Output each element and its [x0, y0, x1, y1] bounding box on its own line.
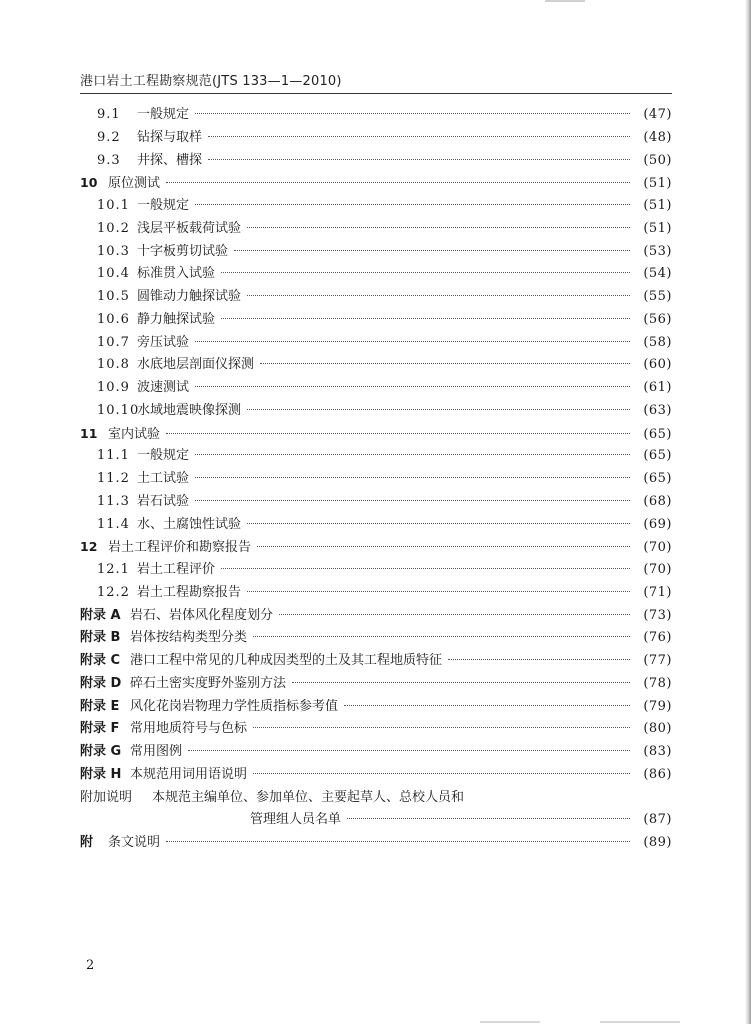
dot-leader — [166, 182, 630, 183]
toc-entry-number: 10.10 — [97, 402, 140, 418]
toc-entry-page: (55) — [643, 289, 672, 304]
dot-leader — [195, 454, 630, 455]
dot-leader — [247, 523, 630, 524]
toc-entry-number: 附录 H — [80, 766, 122, 782]
toc-entry-page: (87) — [643, 812, 672, 828]
toc-entry-number: 10.8 — [97, 357, 130, 373]
toc-entry[interactable] — [80, 195, 672, 218]
toc-entry-title: 碎石土密实度野外鉴别方法 — [130, 675, 287, 691]
dot-leader — [260, 363, 630, 364]
toc-entry[interactable] — [80, 218, 672, 241]
dot-leader — [279, 614, 630, 615]
toc-entry-number: 10.3 — [97, 243, 130, 259]
toc-entry-title: 岩石试验 — [137, 493, 190, 509]
toc-entry[interactable] — [80, 536, 672, 559]
toc-entry-page: (76) — [643, 630, 672, 646]
toc-entry[interactable] — [80, 559, 672, 582]
toc-entry-title: 风化花岗岩物理力学性质指标参考值 — [130, 698, 339, 714]
toc-entry-title: 一般规定 — [137, 107, 190, 122]
dot-leader — [166, 433, 630, 434]
dot-leader — [195, 500, 630, 501]
toc-entry-title: 港口工程中常见的几种成因类型的土及其工程地质特征 — [130, 653, 443, 668]
toc-entry-title: 钻探与取样 — [137, 129, 203, 145]
toc-entry-page: (78) — [643, 675, 672, 691]
toc-entry-number: 11.4 — [97, 516, 130, 532]
toc-entry-page: (77) — [643, 653, 672, 668]
toc-entry[interactable] — [80, 514, 672, 537]
toc-entry-number: 12.1 — [97, 562, 130, 577]
toc-entry[interactable] — [80, 332, 672, 355]
toc-entry-number: 10.4 — [97, 266, 130, 282]
toc-entry-page: (48) — [643, 129, 672, 145]
header-rule — [80, 93, 672, 94]
toc-entry[interactable] — [80, 832, 672, 855]
toc-entry-number: 附录 C — [80, 653, 121, 668]
dot-leader — [166, 841, 630, 842]
toc-entry-number: 12.2 — [97, 584, 130, 600]
toc-entry-page: (54) — [643, 266, 672, 282]
toc-entry[interactable] — [80, 468, 672, 491]
toc-entry[interactable] — [80, 764, 672, 787]
toc-entry-page: (68) — [643, 493, 672, 509]
toc-entry[interactable] — [80, 104, 672, 127]
dot-leader — [247, 295, 630, 296]
toc-entry-number: 9.2 — [97, 129, 121, 145]
toc-entry[interactable] — [80, 309, 672, 332]
toc-entry-page: (73) — [643, 607, 672, 623]
dot-leader — [253, 773, 630, 774]
toc-entry-title: 十字板剪切试验 — [137, 243, 229, 259]
dot-leader — [344, 705, 630, 706]
toc-entry-title: 井探、槽探 — [137, 152, 203, 168]
dot-leader — [257, 546, 630, 547]
dot-leader — [347, 818, 630, 819]
page-number: 2 — [86, 958, 95, 973]
toc-entry-title: 常用地质符号与色标 — [130, 721, 248, 737]
toc-entry[interactable] — [80, 241, 672, 264]
toc-entry-number: 11.1 — [97, 448, 130, 464]
toc-entry-number: 10.7 — [97, 334, 130, 350]
toc-entry[interactable] — [80, 400, 672, 423]
toc-entry-page: (65) — [643, 471, 672, 486]
dot-leader — [247, 591, 630, 592]
toc-entry-title: 岩土工程评价和勘察报告 — [108, 540, 252, 556]
toc-entry-number: 10.1 — [97, 198, 130, 213]
toc-entry[interactable] — [80, 650, 672, 673]
dot-leader — [195, 204, 630, 205]
toc-entry-number: 10 — [80, 175, 98, 191]
toc-entry-number: 附加说明 — [80, 789, 133, 805]
toc-entry-number: 附录 A — [80, 607, 121, 623]
page-edge-shadow — [745, 0, 751, 1024]
dot-leader — [195, 477, 630, 478]
toc-entry-title: 水域地震映像探测 — [137, 402, 242, 418]
toc-entry-page: (71) — [643, 584, 672, 600]
toc-entry-number: 附录 G — [80, 744, 122, 759]
dot-leader — [448, 659, 630, 660]
toc-entry[interactable] — [80, 263, 672, 286]
toc-entry[interactable] — [80, 423, 672, 446]
toc-entry-page: (86) — [643, 766, 672, 782]
scan-artifact — [600, 1021, 680, 1023]
toc-entry-title: 一般规定 — [137, 448, 190, 464]
toc-entry[interactable] — [80, 127, 672, 150]
toc-entry-number: 附录 D — [80, 675, 122, 691]
toc-entry[interactable] — [80, 673, 672, 696]
toc-entry[interactable] — [80, 718, 672, 741]
toc-entry[interactable] — [80, 150, 672, 173]
toc-entry-title: 室内试验 — [108, 426, 161, 442]
toc-entry-page: (51) — [643, 220, 672, 236]
toc-entry-page: (70) — [643, 562, 672, 577]
toc-entry-title: 管理组人员名单 — [250, 812, 342, 828]
toc-entry-number: 9.3 — [97, 152, 121, 168]
table-of-contents — [80, 104, 672, 855]
dot-leader — [221, 318, 630, 319]
toc-entry[interactable] — [80, 286, 672, 309]
toc-entry[interactable] — [80, 172, 672, 195]
toc-entry-title: 水、土腐蚀性试验 — [137, 516, 242, 532]
dot-leader — [208, 136, 630, 137]
toc-entry-title: 圆锥动力触探试验 — [137, 289, 242, 304]
toc-entry-page: (50) — [643, 152, 672, 168]
toc-entry-title: 常用图例 — [130, 744, 183, 759]
toc-entry-page: (58) — [643, 334, 672, 350]
toc-entry[interactable] — [80, 787, 672, 810]
toc-entry-number: 附录 F — [80, 721, 120, 737]
toc-entry-number: 11.3 — [97, 493, 130, 509]
toc-entry-title: 岩土工程勘察报告 — [137, 584, 242, 600]
toc-entry-page: (89) — [643, 835, 672, 850]
toc-entry[interactable] — [80, 582, 672, 605]
running-header: 港口岩土工程勘察规范(JTS 133—1—2010) — [80, 74, 342, 89]
toc-entry-title: 浅层平板载荷试验 — [137, 220, 242, 236]
toc-entry[interactable] — [80, 741, 672, 764]
toc-entry-title: 岩土工程评价 — [137, 562, 216, 577]
toc-entry[interactable] — [80, 377, 672, 400]
dot-leader — [221, 568, 630, 569]
dot-leader — [253, 636, 630, 637]
toc-entry-page: (70) — [643, 540, 672, 556]
toc-entry-page: (51) — [643, 198, 672, 213]
dot-leader — [253, 727, 630, 728]
toc-entry-title: 原位测试 — [108, 176, 161, 192]
toc-entry-page: (61) — [643, 380, 672, 395]
toc-entry[interactable] — [80, 445, 672, 468]
toc-entry[interactable] — [80, 696, 672, 719]
toc-entry-title: 旁压试验 — [137, 334, 190, 350]
toc-entry[interactable] — [80, 491, 672, 514]
toc-entry-page: (63) — [643, 402, 672, 418]
toc-entry-page: (83) — [643, 744, 672, 759]
toc-entry-page: (56) — [643, 311, 672, 327]
scan-artifact — [545, 0, 585, 2]
dot-leader — [195, 341, 630, 342]
scan-artifact — [480, 1021, 540, 1023]
toc-entry-page: (60) — [643, 357, 672, 373]
toc-entry-number: 12 — [80, 539, 98, 555]
toc-entry-title: 静力触探试验 — [137, 311, 216, 327]
dot-leader — [195, 386, 630, 387]
toc-entry-number: 附 — [80, 835, 94, 850]
toc-entry-page: (79) — [643, 698, 672, 714]
dot-leader — [188, 750, 630, 751]
dot-leader — [292, 682, 630, 683]
toc-entry-page: (47) — [643, 107, 672, 122]
dot-leader — [247, 227, 630, 228]
toc-entry-number: 11.2 — [97, 471, 130, 486]
toc-entry-number: 9.1 — [97, 107, 121, 122]
toc-entry[interactable] — [80, 354, 672, 377]
toc-entry-title: 岩石、岩体风化程度划分 — [130, 607, 274, 623]
toc-entry-page: (65) — [643, 448, 672, 464]
toc-entry-number: 10.5 — [97, 289, 130, 304]
toc-entry-page: (69) — [643, 516, 672, 532]
toc-entry-title: 标准贯入试验 — [137, 266, 216, 282]
dot-leader — [195, 113, 630, 114]
dot-leader — [221, 272, 630, 273]
toc-entry[interactable] — [80, 809, 672, 832]
toc-entry-title: 本规范用词用语说明 — [130, 766, 248, 782]
toc-entry-title: 水底地层剖面仪探测 — [137, 357, 255, 373]
toc-entry-page: (80) — [643, 721, 672, 737]
dot-leader — [234, 250, 630, 251]
toc-entry-title: 波速测试 — [137, 380, 190, 395]
toc-entry-title: 一般规定 — [137, 198, 190, 213]
toc-entry-title: 本规范主编单位、参加单位、主要起草人、总校人员和 — [152, 789, 465, 805]
toc-entry[interactable] — [80, 605, 672, 628]
toc-entry-number: 附录 E — [80, 698, 120, 714]
toc-entry-number: 10.9 — [97, 380, 130, 395]
toc-entry[interactable] — [80, 627, 672, 650]
toc-entry-page: (51) — [643, 176, 672, 192]
toc-entry-title: 岩体按结构类型分类 — [130, 630, 248, 646]
dot-leader — [247, 409, 630, 410]
toc-entry-page: (53) — [643, 243, 672, 259]
toc-entry-title: 土工试验 — [137, 471, 190, 486]
toc-entry-page: (65) — [643, 426, 672, 442]
dot-leader — [208, 159, 630, 160]
toc-entry-number: 10.2 — [97, 220, 130, 236]
toc-entry-number: 10.6 — [97, 311, 130, 327]
toc-entry-title: 条文说明 — [108, 835, 161, 850]
toc-entry-number: 11 — [80, 425, 98, 441]
toc-entry-number: 附录 B — [80, 630, 121, 646]
